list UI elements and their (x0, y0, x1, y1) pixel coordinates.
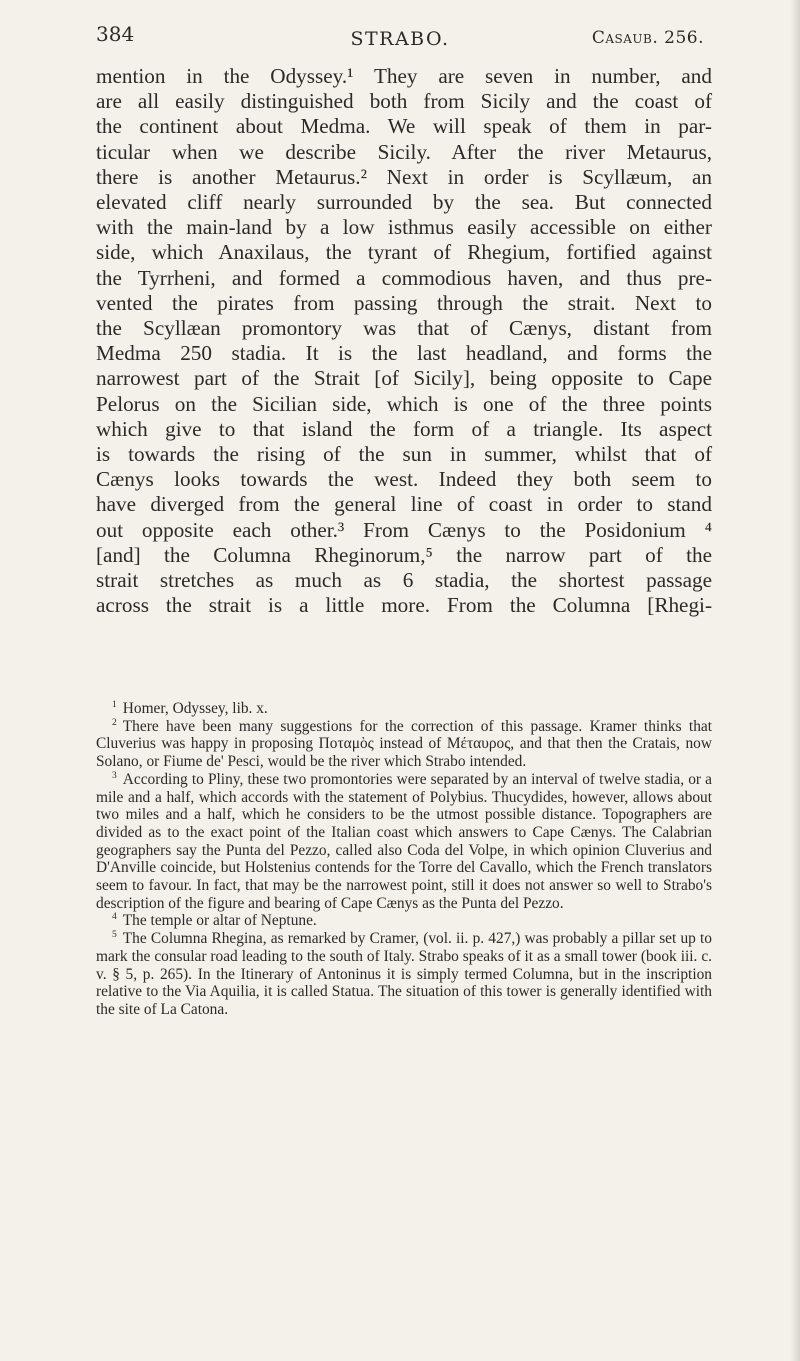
footnote-text: The temple or altar of Neptune. (122, 912, 317, 930)
running-title: STRABO. (350, 28, 450, 50)
page-header (96, 22, 704, 58)
footnote-mark: 1 (112, 698, 117, 710)
text-line: with the main-land by a low isthmus easily accessible on either (96, 215, 712, 240)
text-line: the Scyllæan promontory was that of Cænys, distant from (96, 316, 712, 341)
footnote-4 (96, 912, 712, 930)
text-line: [and] the Columna Rheginorum,⁵ the narrow part of the (96, 542, 712, 567)
footnote-2 (96, 718, 712, 771)
text-line: Medma 250 stadia. It is the last headland, and forms the (96, 341, 712, 366)
text-line: there is another Metaurus.² Next in order is Scyllæum, an (96, 164, 712, 189)
footnote-text: According to Pliny, these two promontories were separated by an interval of twelve stadia, or a mile and a half, which accords with the statement of Polybius. Thucydides, however, allows about two miles and a half, which he considers to be the utmost possible distance. Topographers are divided as to the exact point of the Italian coast which answers to Cape Cænys. The Calabrian geographers say the Punta del Pezzo, called also Coda del Volpe, in which opinion Cluverius and D'Anville coincide, but Holstenius contends for the Torre del Cavallo, which the French translators seem to favour. In fact, that may be the narrowest point, still it does not answer so well to Strabo's description of the figure and bearing of Cape Cænys as the Punta del Pezzo. (96, 770, 712, 912)
text-line: is towards the rising of the sun in summer, whilst that of (96, 442, 712, 467)
text-line: Cænys looks towards the west. Indeed they both seem to (96, 467, 712, 492)
text-line: the Tyrrheni, and formed a commodious haven, and thus pre- (96, 265, 712, 290)
footnote-1 (96, 700, 712, 718)
text-line: side, which Anaxilaus, the tyrant of Rhegium, fortified against (96, 240, 712, 265)
text-line: are all easily distinguished both from Sicily and the coast of (96, 89, 712, 114)
text-line: strait stretches as much as 6 stadia, the shortest passage (96, 568, 712, 593)
footnote-text: The Columna Rhegina, as remarked by Cramer, (vol. ii. p. 427,) was probably a pillar set up to mark the consular road leading to the south of Italy. Strabo speaks of it as a small tower (book iii. c. v. § 5, p. 265). In the Itinerary of Antoninus it is simply termed Columna, but in the inscription relative to the Via Aquilia, it is called Statua. The situation of this tower is generally identified with the site of La Catona. (96, 930, 712, 1018)
chapter-reference: Casaub. 256. (591, 28, 704, 48)
text-line: narrowest part of the Strait [of Sicily], being opposite to Cape (96, 366, 712, 391)
text-line: elevated cliff nearly surrounded by the sea. But connected (96, 190, 712, 215)
text-line: Pelorus on the Sicilian side, which is one of the three points (96, 391, 712, 416)
footnote-mark: 4 (112, 911, 117, 923)
footnote-text: There have been many suggestions for the correction of this passage. Kramer thinks that Cluverius was happy in proposing Ποταμὸς instead of Μέταυρος, and that then the Cratais, now Solano, or Fiume de' Pesci, would be the river which Strabo intended. (96, 717, 712, 771)
text-line: have diverged from the general line of coast in order to stand (96, 492, 712, 517)
text-line: out opposite each other.³ From Cænys to the Posidonium ⁴ (96, 517, 712, 542)
text-line: the continent about Medma. We will speak of them in par- (96, 114, 712, 139)
footnote-text: Homer, Odyssey, lib. x. (122, 700, 268, 717)
main-text (96, 64, 712, 618)
footnote-mark: 5 (112, 929, 117, 941)
page-number: 384 (96, 22, 135, 46)
footnote-5 (96, 930, 712, 1019)
text-line: across the strait is a little more. From the Columna [Rhegi- (96, 593, 712, 618)
footnote-mark: 2 (112, 716, 117, 728)
text-line: mention in the Odyssey.¹ They are seven in number, and (96, 64, 712, 88)
page-edge-shadow (790, 0, 800, 1361)
text-line: which give to that island the form of a triangle. Its aspect (96, 416, 712, 441)
text-line: vented the pirates from passing through the strait. Next to (96, 290, 712, 315)
footnote-3 (96, 771, 712, 913)
text-line: ticular when we describe Sicily. After the river Metaurus, (96, 139, 712, 164)
footnotes (96, 700, 712, 1019)
footnote-mark: 3 (112, 769, 117, 781)
